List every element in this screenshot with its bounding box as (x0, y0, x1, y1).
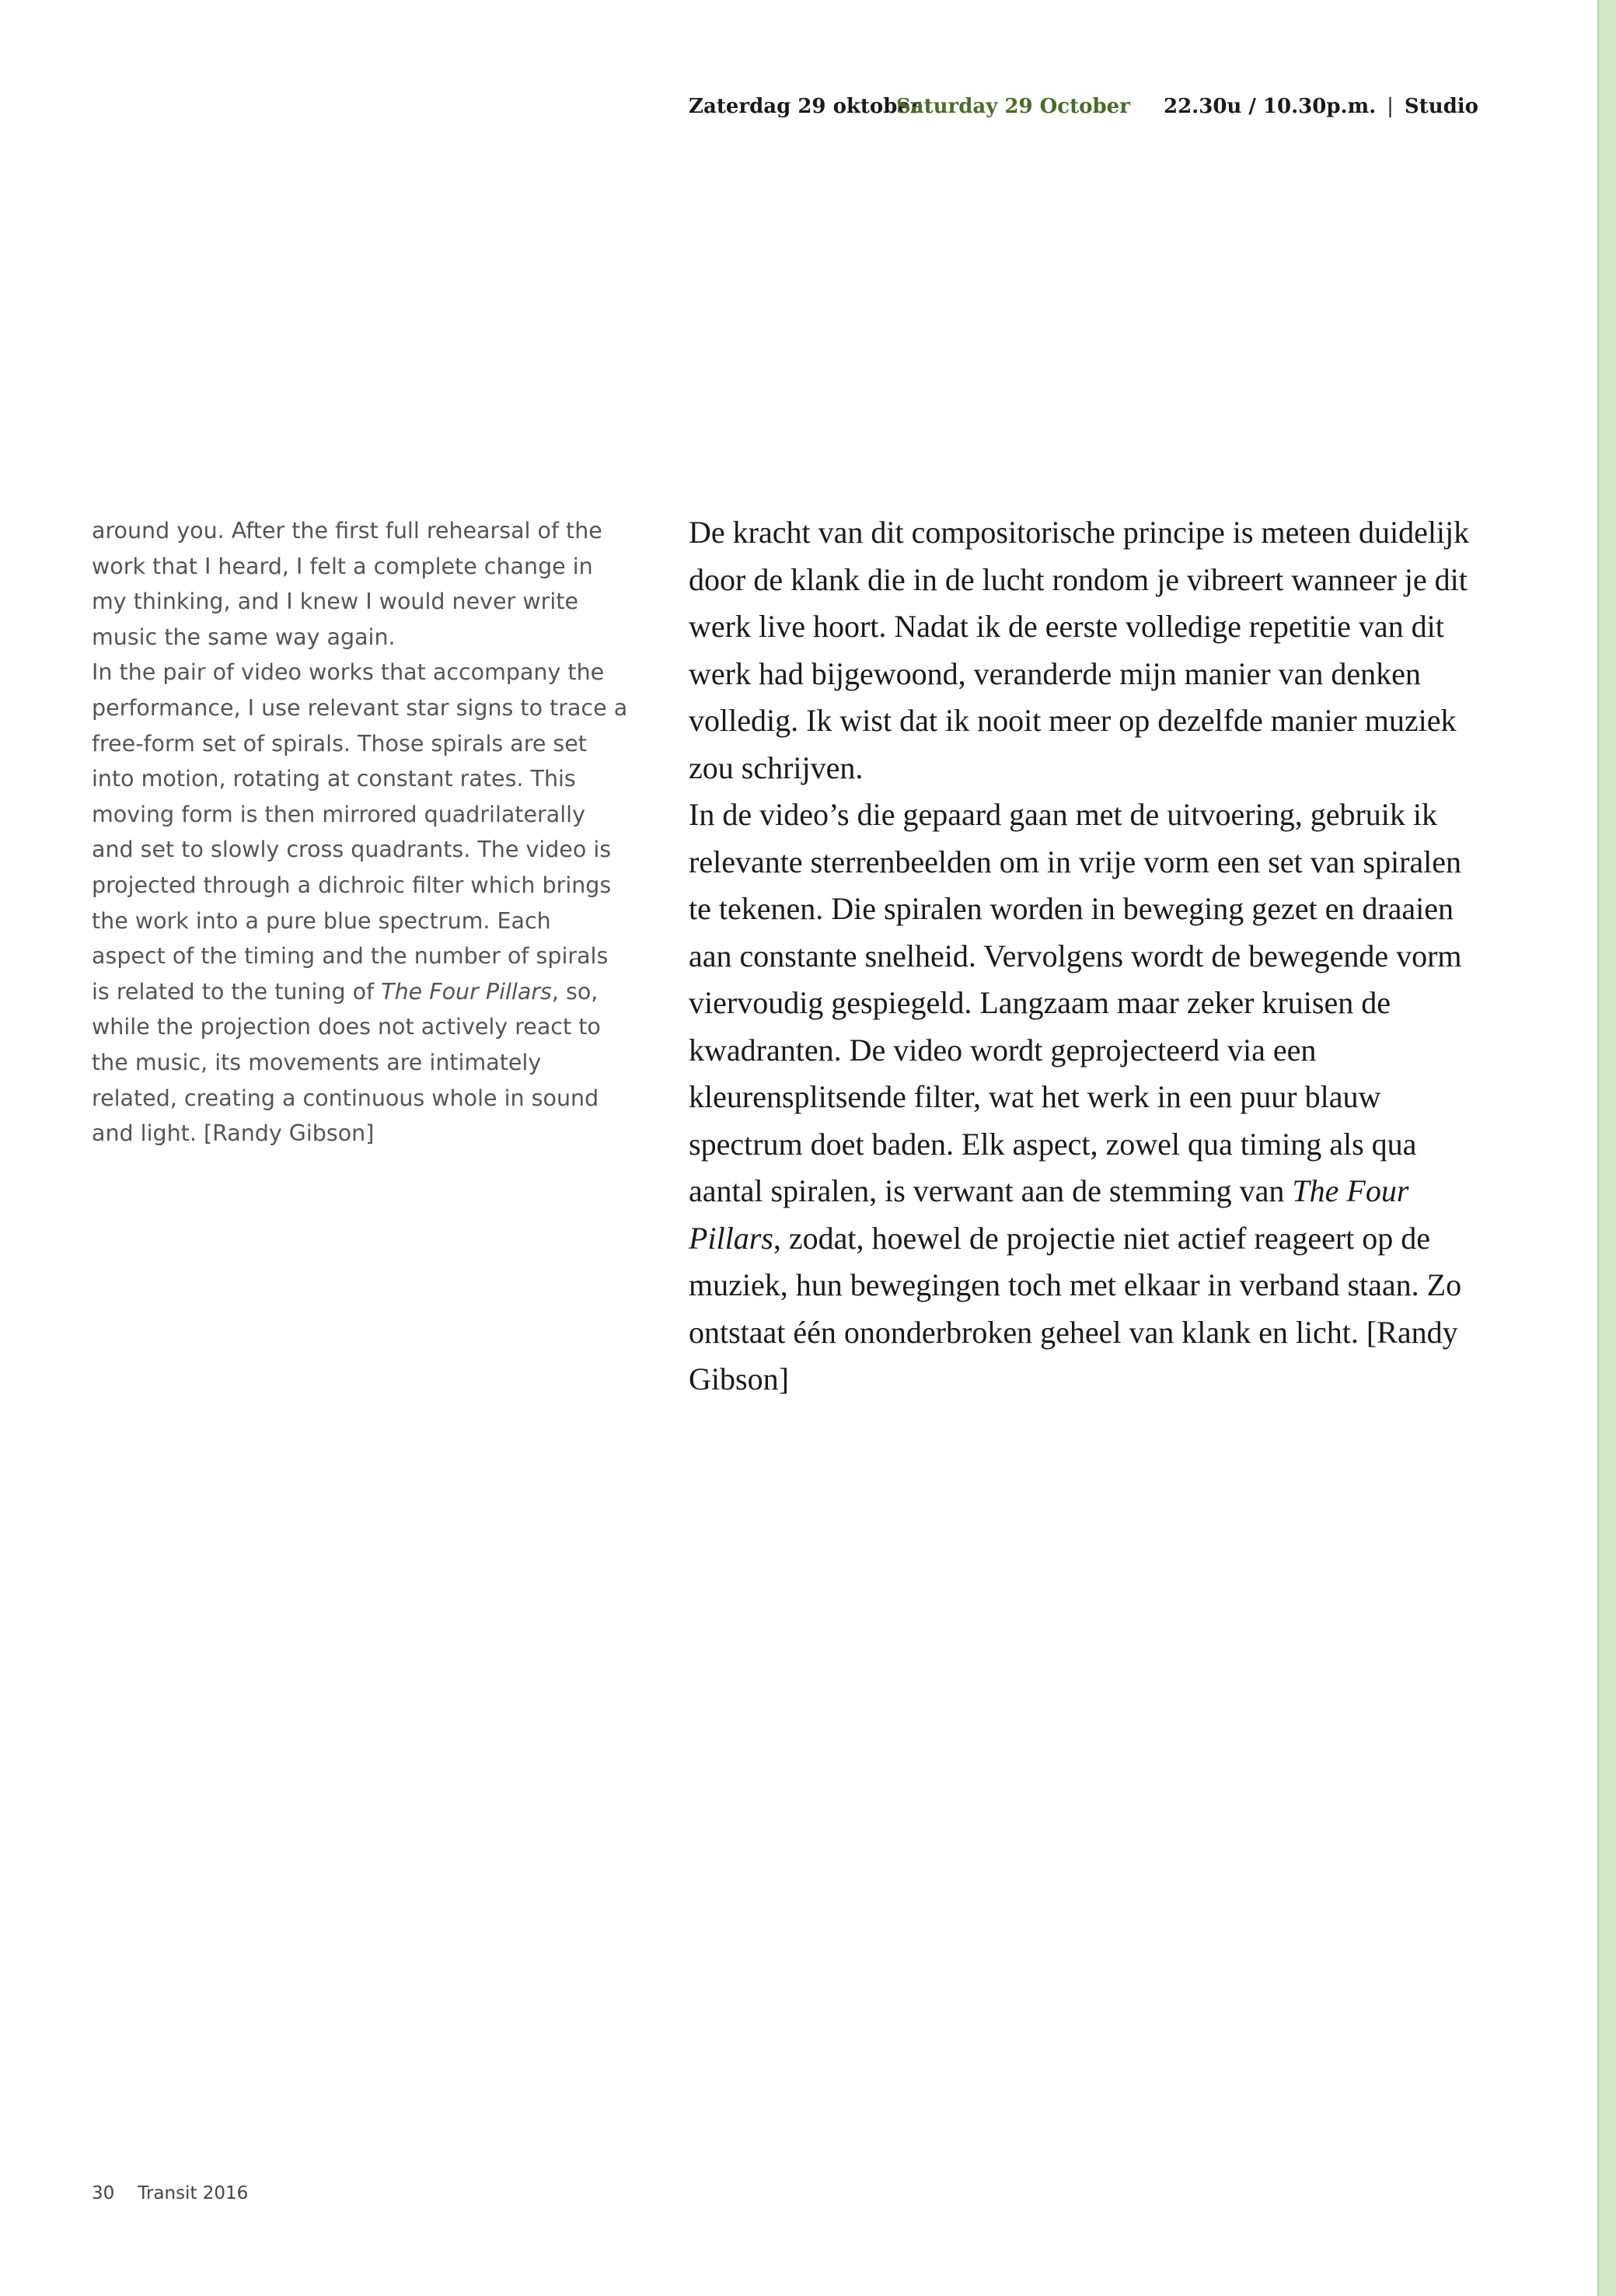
page-edge-strip (1597, 0, 1616, 2296)
page-number: 30 (92, 2183, 115, 2203)
header-venue: Studio (1404, 95, 1478, 118)
dutch-text-column (689, 509, 1478, 1403)
dutch-work-title: The Four Pillars (689, 1173, 1409, 1256)
english-paragraph-2-end: , so, while the projection does not actively react to the music, its movements are intimately related, creating a continuous whole in sound and light. [Randy Gibson] (92, 978, 601, 1147)
header-date-english: Saturday 29 October (896, 95, 1130, 118)
header-separator: | (1387, 95, 1394, 118)
dutch-paragraph-2-start: In de video’s die gepaard gaan met de uitvoering, gebruik ik relevante sterrenbeelden om in vrije vorm een set van spiralen te tekenen. Die spiralen worden in beweging gezet en draaien aan constante snelheid. Vervolgens wordt de bewegende vorm viervoudig gespiegeld. Langzaam maar zeker kruisen de kwadranten. De video wordt geprojecteerd via een kleurensplitsende filter, wat het werk in een puur blauw spectrum doet baden. Elk aspect, zowel qua timing als qua aantal spiralen, is verwant aan de stemming van (689, 797, 1462, 1208)
dutch-paragraph-1: De kracht van dit compositorische principe is meteen duidelijk door de klank die in de lucht rondom je vibreert wanneer je dit werk live hoort. Nadat ik de eerste volledige repetitie van dit werk had bijgewoond, veranderde mijn manier van denken volledig. Ik wist dat ik nooit meer op dezelfde manier muziek zou schrijven. (689, 515, 1470, 785)
dutch-paragraph-2-end: , zodat, hoewel de projectie niet actief reageert op de muziek, hun bewegingen toch met elkaar in verband staan. Zo ontstaat één ononderbroken geheel van klank en licht. [Randy Gibson] (689, 1220, 1462, 1396)
english-paragraph-2-start: In the pair of video works that accompany the performance, I use relevant star signs to trace a free-form set of spirals. Those spirals are set into motion, rotating at constant rates. This moving form is then mirrored quadrilaterally and set to slowly cross quadrants. The video is projected through a dichroic filter which brings the work into a pure blue spectrum. Each aspect of the timing and the number of spirals is related to the tuning of (92, 659, 628, 1005)
publication-name: Transit 2016 (138, 2183, 249, 2203)
header-time: 22.30u / 10.30p.m. (1164, 95, 1377, 118)
header-time-venue (1164, 95, 1478, 118)
english-paragraph-1: around you. After the first full rehearsal of the work that I heard, I felt a complete change in my thinking, and I knew I would never write music the same way again. (92, 518, 602, 650)
english-text-column (92, 513, 628, 1151)
dutch-paragraph-2 (689, 792, 1478, 1403)
english-paragraph-2 (92, 655, 628, 1151)
page-footer (92, 2183, 248, 2203)
english-work-title: The Four Pillars (381, 978, 552, 1005)
header-date-dutch: Zaterdag 29 oktober (689, 95, 921, 118)
page-header (689, 95, 1478, 126)
